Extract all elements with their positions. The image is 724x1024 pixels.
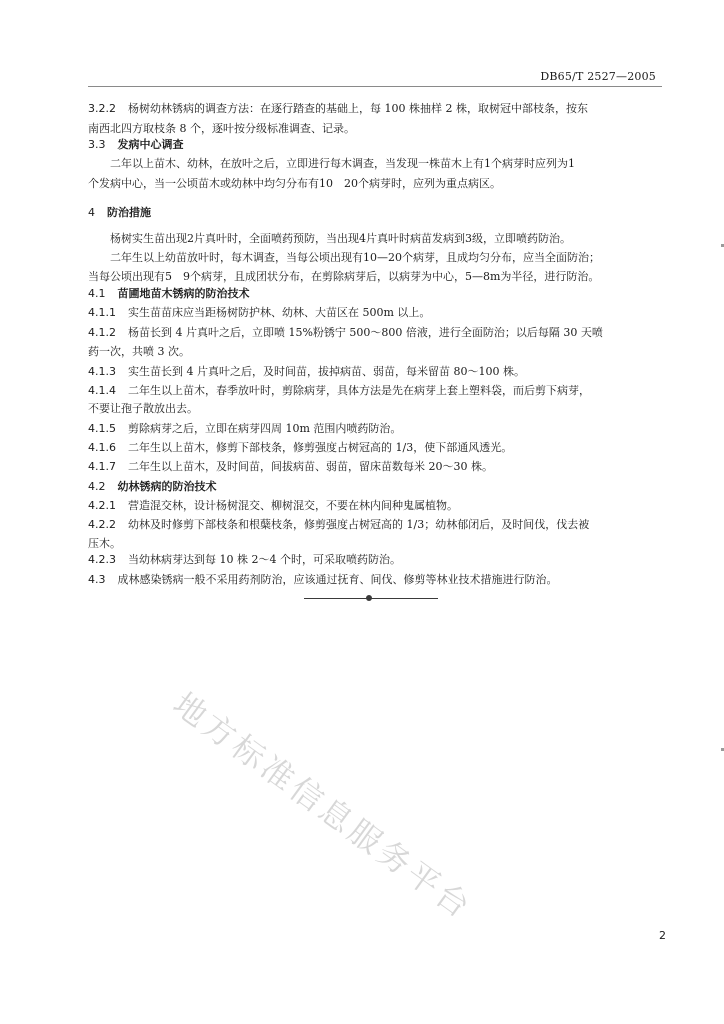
clause-number: 4.1.6 (88, 441, 116, 454)
clause-number: 4.1.4 (88, 384, 116, 397)
text-line (88, 345, 656, 359)
clause-number: 3.3 (88, 138, 106, 151)
clause-text: 当幼林病芽达到每 10 株 2～4 个时，可采取喷药防治。 (128, 553, 401, 566)
text-line (88, 232, 678, 246)
text-line (88, 138, 656, 152)
text-line (88, 287, 656, 301)
clause-number: 4.1.7 (88, 460, 116, 473)
section-heading: 苗圃地苗木锈病的防治技术 (117, 287, 250, 300)
clause-text: 二年生以上苗木，及时间苗，间拔病苗、弱苗，留床苗数每米 20～30 株。 (128, 460, 493, 473)
text-line (88, 365, 656, 379)
text-line (88, 177, 656, 191)
clause-text: 二年生以上苗木，修剪下部枝条，修剪强度占树冠高的 1/3，使下部通风透光。 (128, 441, 513, 454)
clause-number: 4.2.3 (88, 553, 116, 566)
clause-text: 当每公顷出现有5 9个病芽，且成团状分布，在剪除病芽后，以病芽为中心，5—8m为半径，进行防治。 (88, 270, 600, 283)
text-line (88, 157, 678, 171)
clause-text: 杨树幼林锈病的调查方法：在逐行踏查的基础上，每 100 株抽样 2 株，取树冠中部枝条，按东 (128, 102, 588, 115)
clause-text: 压木。 (88, 537, 121, 550)
clause-text: 实生苗长到 4 片真叶之后，及时间苗，拔掉病苗、弱苗，每米留苗 80～100 株。 (128, 365, 525, 378)
clause-text: 剪除病芽之后，立即在病芽四周 10m 范围内喷药防治。 (128, 422, 402, 435)
clause-text: 药一次，共喷 3 次。 (88, 345, 190, 358)
clause-number: 4.2.2 (88, 518, 116, 531)
clause-number: 4.2 (88, 480, 106, 493)
clause-text: 不要让孢子散放出去。 (88, 402, 198, 415)
clause-text: 二年以上苗木、幼林，在放叶之后，立即进行每木调查，当发现一株苗木上有1个病芽时应列为1 (110, 157, 575, 170)
clause-text: 幼林及时修剪下部枝条和根蘖枝条，修剪强度占树冠高的 1/3；幼林郁闭后，及时间伐，伐去被 (128, 518, 590, 531)
text-line (88, 537, 656, 551)
text-line (88, 384, 656, 398)
text-line (88, 402, 656, 416)
clause-text: 实生苗苗床应当距杨树防护林、幼林、大苗区在 500m 以上。 (128, 306, 431, 319)
text-line (88, 306, 656, 320)
text-line (88, 206, 656, 220)
clause-number: 3.2.2 (88, 102, 116, 115)
section-heading: 发病中心调查 (117, 138, 184, 151)
clause-text: 二年生以上苗木，春季放叶时，剪除病芽，具体方法是先在病芽上套上塑料袋，而后剪下病芽， (128, 384, 590, 397)
clause-text: 南西北四方取枝条 8 个，逐叶按分级标准调查、记录。 (88, 122, 355, 135)
section-heading: 防治措施 (107, 206, 151, 219)
page-number: 2 (659, 929, 666, 942)
text-line (88, 122, 656, 136)
text-line (88, 422, 656, 436)
text-line (88, 326, 656, 340)
standard-code: DB65/T 2527—2005 (540, 70, 656, 83)
text-line (88, 270, 656, 284)
text-line (88, 102, 656, 116)
clause-number: 4.1 (88, 287, 106, 300)
text-line (88, 251, 678, 265)
text-line (88, 499, 656, 513)
text-line (88, 480, 656, 494)
header-rule (88, 86, 662, 87)
clause-number: 4.3 (88, 573, 106, 586)
clause-number: 4.1.3 (88, 365, 116, 378)
text-line (88, 441, 656, 455)
text-line (88, 573, 656, 587)
text-line (88, 518, 656, 532)
clause-number: 4.1.2 (88, 326, 116, 339)
clause-text: 个发病中心，当一公顷苗木或幼林中均匀分布有10 20个病芽时，应列为重点病区。 (88, 177, 501, 190)
text-line (88, 460, 656, 474)
clause-number: 4.2.1 (88, 499, 116, 512)
clause-number: 4.1.5 (88, 422, 116, 435)
clause-text: 二年生以上幼苗放叶时，每木调查，当每公顷出现有10—20个病芽，且成均匀分布，应当全面防治； (110, 251, 600, 264)
clause-number: 4 (88, 206, 95, 219)
end-rule-dot (366, 595, 372, 601)
watermark: 地方标准信息服务平台 (166, 684, 480, 928)
section-heading: 幼林锈病的防治技术 (117, 480, 217, 493)
clause-text: 杨树实生苗出现2片真叶时，全面喷药预防，当出现4片真叶时病苗发病到3级，立即喷药防治。 (110, 232, 571, 245)
clause-text: 杨苗长到 4 片真叶之后，立即喷 15%粉锈宁 500～800 倍液，进行全面防治；以后每隔 30 天喷 (128, 326, 603, 339)
clause-text: 营造混交林，设计杨树混交、柳树混交，不要在林内间种鬼属植物。 (128, 499, 458, 512)
text-line (88, 553, 656, 567)
clause-text: 成林感染锈病一般不采用药剂防治，应该通过抚育、间伐、修剪等林业技术措施进行防治。 (117, 573, 558, 586)
clause-number: 4.1.1 (88, 306, 116, 319)
